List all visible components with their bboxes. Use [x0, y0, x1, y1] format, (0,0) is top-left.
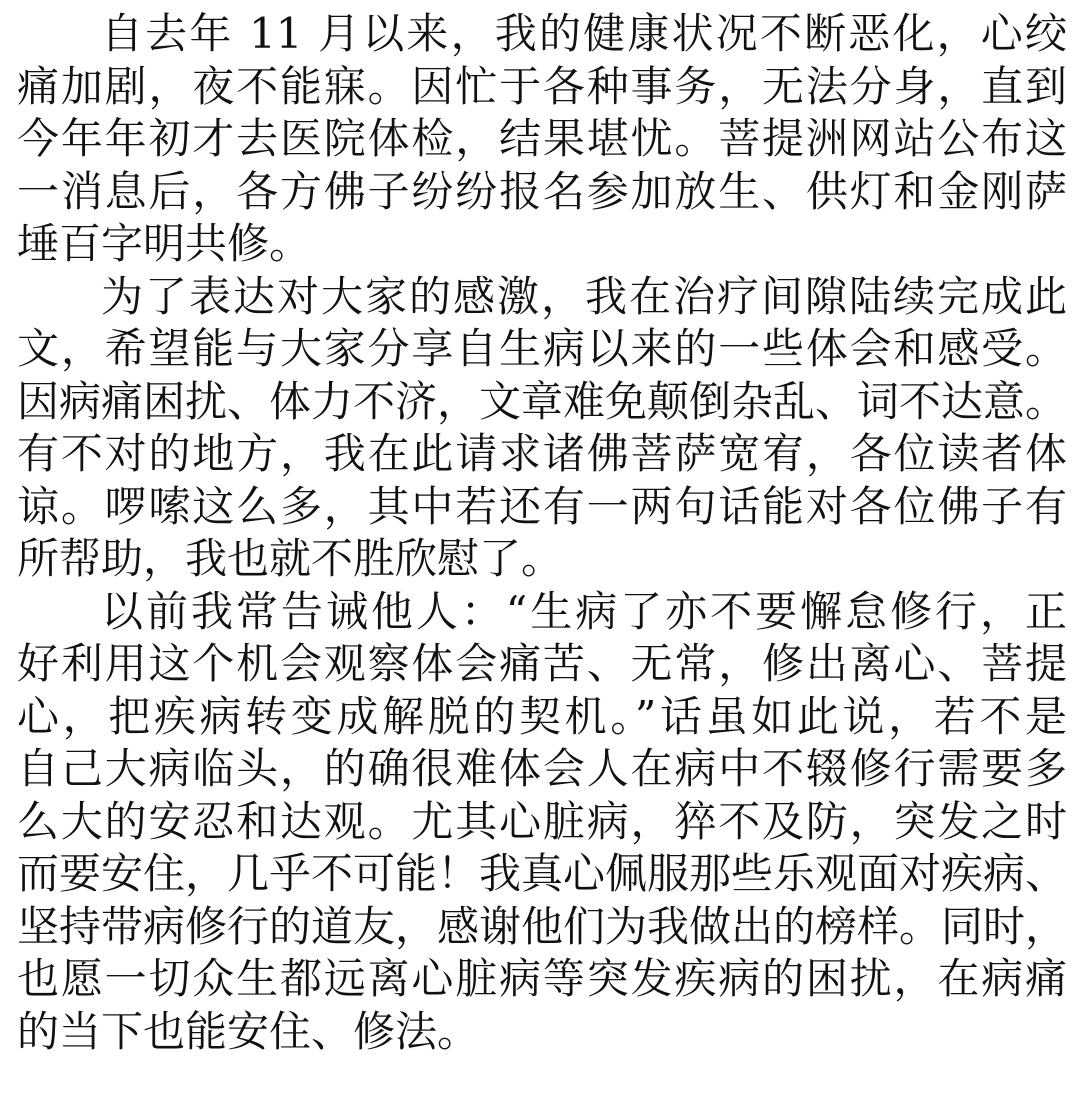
text-line: 的当下也能安住、修法。: [17, 1006, 480, 1056]
paragraph-2: [17, 271, 1067, 586]
paragraph-1: [17, 8, 1067, 271]
paragraph-3: [17, 586, 1067, 1059]
text-line: 么大的安忍和达观。尤其心脏病，猝不及防，突发之时: [17, 796, 1067, 846]
text-line: 自去年 11 月以来，我的健康状况不断恶化，心绞: [101, 9, 1067, 58]
text-line: 埵百字明共修。: [17, 219, 312, 268]
text-line: 所帮助，我也就不胜欣慰了。: [17, 534, 564, 583]
text-line: 有不对的地方，我在此请求诸佛菩萨宽宥，各位读者体: [17, 429, 1067, 478]
text-line: 文，希望能与大家分享自生病以来的一些体会和感受。: [17, 324, 1067, 373]
text-line: 自己大病临头，的确很难体会人在病中不辍修行需要多: [17, 744, 1067, 793]
text-line: 今年年初才去医院体检，结果堪忧。菩提洲网站公布这: [17, 114, 1067, 163]
text-line: 而要安住，几乎不可能！我真心佩服那些乐观面对疾病、: [17, 849, 1068, 898]
text-line: 坚持带病修行的道友，感谢他们为我做出的榜样。同时，: [17, 901, 1068, 951]
text-line: 一消息后，各方佛子纷纷报名参加放生、供灯和金刚萨: [17, 166, 1067, 216]
text-line: 心，把疾病转变成解脱的契机。”话虽如此说，若不是: [17, 691, 1067, 741]
text-line: 以前我常告诫他人：“生病了亦不要懈怠修行，正: [101, 586, 1067, 636]
text-line: 为了表达对大家的感激，我在治疗间隙陆续完成此: [101, 271, 1067, 321]
text-line: 谅。啰嗦这么多，其中若还有一两句话能对各位佛子有: [17, 481, 1067, 531]
text-line: 也愿一切众生都远离心脏病等突发疾病的困扰，在病痛: [17, 954, 1067, 1003]
text-line: 痛加剧，夜不能寐。因忙于各种事务，无法分身，直到: [17, 61, 1067, 111]
document-body: [17, 8, 1067, 1058]
text-line: 因病痛困扰、体力不济，文章难免颠倒杂乱、词不达意。: [17, 376, 1068, 426]
text-line: 好利用这个机会观察体会痛苦、无常，修出离心、菩提: [17, 639, 1067, 688]
